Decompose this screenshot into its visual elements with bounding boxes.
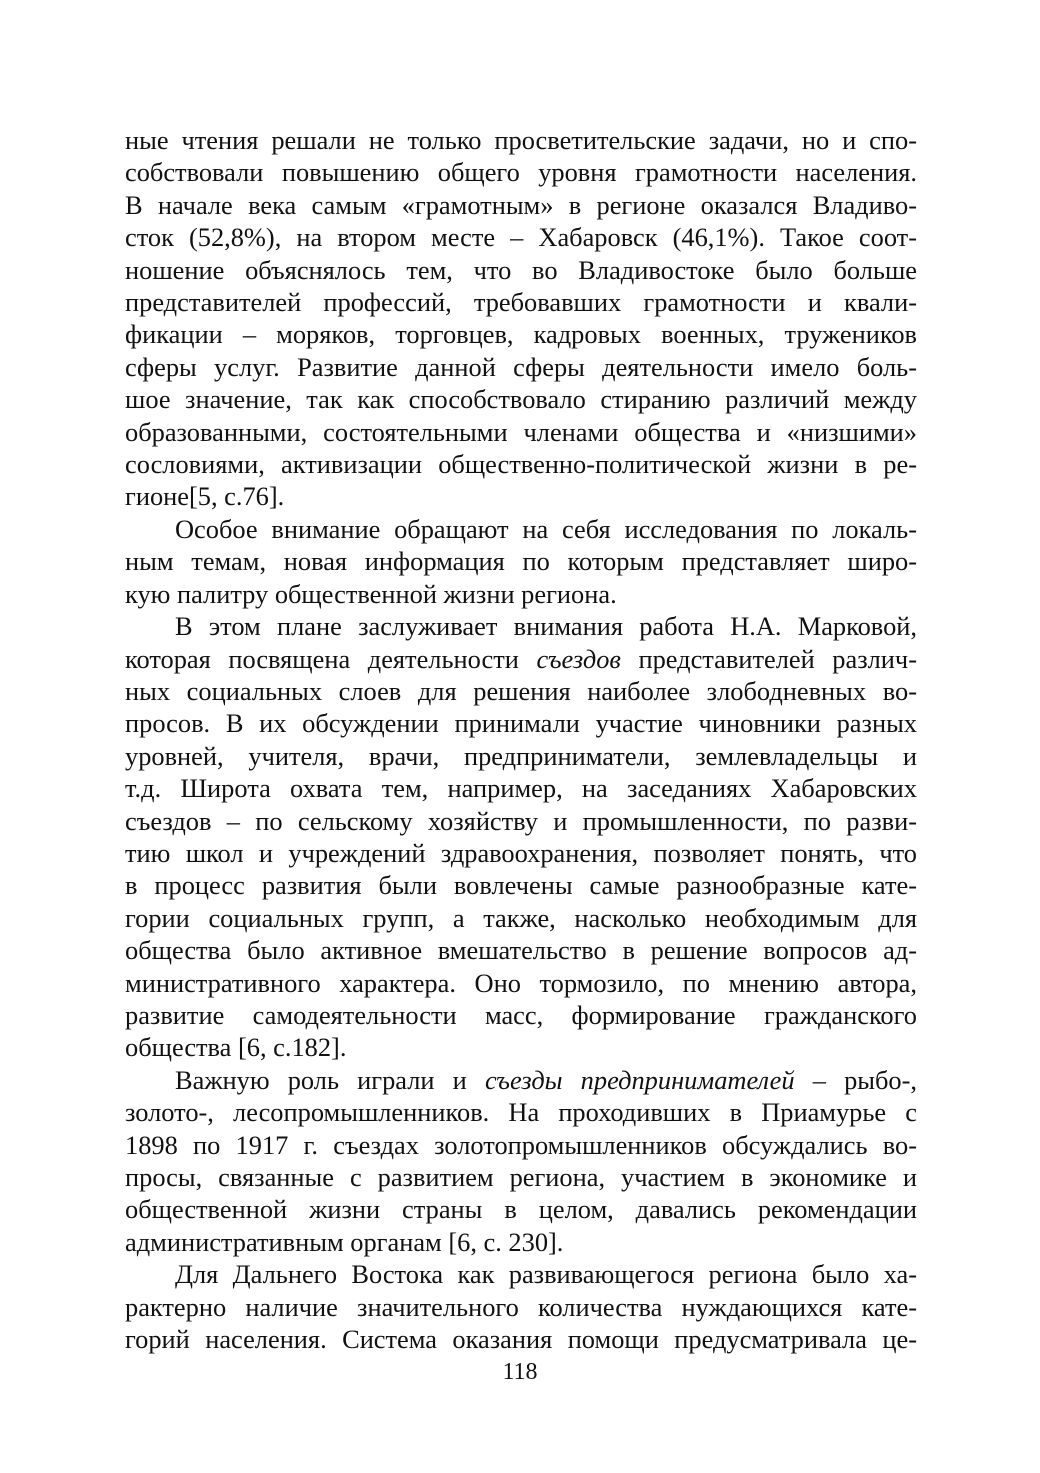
italic-term: съездов [536,643,621,674]
text-line: золото-, лесопромышленников. На проходивших в Приамурье с [125,1097,917,1128]
paragraph [125,610,917,1064]
text-line: В этом плане заслуживает внимания работа Н.А. Марковой, [175,611,917,642]
text-line: сток (52,8%), на втором месте – Хабаровск (46,1%). Такое соот- [125,222,917,253]
text-line: общественной жизни страны в целом, давались рекомендации [125,1194,917,1225]
page-body [125,124,917,1355]
paragraph [125,513,917,610]
text-line: собствовали повышению общего уровня грамотности населения. [125,157,917,188]
text-line: фикации – моряков, торговцев, кадровых военных, тружеников [125,319,917,350]
text-line [125,1064,917,1096]
text-run: Важную роль играли и [175,1064,485,1095]
paragraph [125,1258,917,1355]
text-line: развитие самодеятельности масс, формирование гражданского [125,999,917,1030]
text-line: административным органам [6, с. 230]. [125,1226,564,1257]
text-line: общества было активное вмешательство в решение вопросов ад- [125,935,917,966]
text-run: – рыбо-, [794,1064,918,1095]
text-line: т.д. Широта охвата тем, например, на заседаниях Хабаровских [125,773,917,804]
text-line: Особое внимание обращают на себя исследования по локаль- [175,513,917,544]
text-line: ные чтения решали не только просветительские задачи, но и спо- [125,125,917,155]
text-line: кую палитру общественной жизни региона. [125,578,617,609]
text-line: образованными, состоятельными членами общества и «низшими» [125,416,917,447]
text-line: рактерно наличие значительного количества нуждающихся кате- [125,1291,917,1322]
text-line: тию школ и учреждений здравоохранения, позволяет понять, что [125,837,917,868]
text-line: шое значение, так как способствовало стиранию различий между [125,384,917,415]
text-line: представителей профессий, требовавших грамотности и квали- [125,287,917,318]
text-run: представителей различ- [620,643,917,674]
text-line: В начале века самым «грамотным» в регионе оказался Владиво- [125,189,917,220]
text-line: Для Дальнего Востока как развивающегося региона было ха- [175,1259,917,1290]
text-line: просы, связанные с развитием региона, участием в экономике и [125,1162,917,1192]
italic-term: съезды предпринимателей [484,1064,795,1095]
paragraph [125,1064,917,1258]
text-line: 1898 по 1917 г. съездах золотопромышленников обсуждались во- [125,1129,917,1160]
text-line: съездов – по сельскому хозяйству и промышленности, по разви- [125,805,917,836]
text-run: которая посвящена деятельности [125,643,537,674]
text-line: ношение объяснялось тем, что во Владивостоке было больше [125,254,917,285]
text-line: ных социальных слоев для решения наиболее злободневных во- [125,675,917,706]
text-line: гионе[5, с.76]. [125,481,285,512]
text-line: в процесс развития были вовлечены самые разнообразные кате- [125,870,917,901]
text-line: уровней, учителя, врачи, предприниматели, землевладельцы и [125,740,917,771]
text-line: просов. В их обсуждении принимали участие чиновники разных [125,708,917,739]
paragraph [125,124,917,513]
text-line: сословиями, активизации общественно-политической жизни в ре- [125,449,917,480]
page-number: 118 [502,1359,538,1385]
text-line: сферы услуг. Развитие данной сферы деятельности имело боль- [125,351,917,382]
text-line: общества [6, с.182]. [125,1032,347,1063]
text-line [125,643,917,675]
text-line: гории социальных групп, а также, насколько необходимым для [125,902,917,933]
text-line: ным темам, новая информация по которым представляет широ- [125,546,917,577]
text-line: горий населения. Система оказания помощи предусматривала це- [125,1324,917,1355]
text-line: министративного характера. Оно тормозило, по мнению автора, [125,967,917,998]
